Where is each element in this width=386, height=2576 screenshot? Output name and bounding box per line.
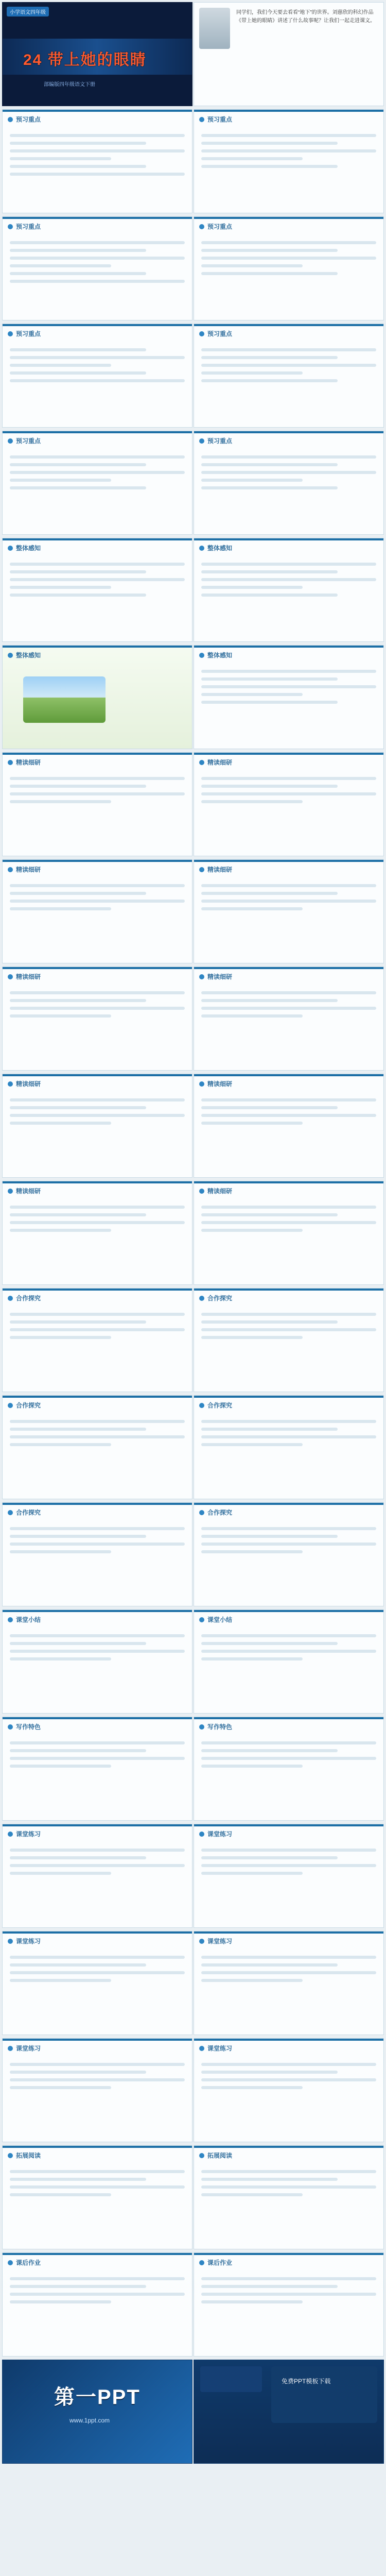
slide-12[interactable]: 整体感知	[194, 645, 384, 749]
brand-slide[interactable]	[2, 2360, 192, 2464]
slide-21[interactable]: 精读细研	[2, 1181, 192, 1285]
slide-6[interactable]: 预习重点	[194, 324, 384, 428]
cover-label: 小学语文四年级	[7, 7, 49, 16]
header-dot	[8, 117, 13, 122]
cover-subtitle: 部编版四年级语文下册	[44, 82, 95, 88]
landscape-image	[23, 676, 106, 723]
slide-27[interactable]: 合作探究	[2, 1502, 192, 1606]
slide-bar	[3, 110, 192, 112]
brand-url: www.1ppt.com	[69, 2417, 110, 2424]
slide-header	[8, 115, 41, 124]
intro-text: 同学们，我们今天要去看看“地下”的世界。刘慈欣的科幻作品《带上她的眼睛》讲述了什么故事呢？让我们一起走进课文。	[236, 10, 375, 24]
slide-19[interactable]: 精读细研	[2, 1074, 192, 1178]
slide-8[interactable]: 预习重点	[194, 431, 384, 535]
slide-11[interactable]: 整体感知	[2, 645, 192, 749]
slide-1[interactable]	[2, 109, 192, 213]
slide-5[interactable]: 预习重点	[2, 324, 192, 428]
slide-23[interactable]: 合作探究	[2, 1288, 192, 1392]
slide-3[interactable]: 预习重点	[2, 216, 192, 320]
author-photo	[199, 8, 230, 49]
slide-17[interactable]: 精读细研	[2, 967, 192, 1071]
slide-28[interactable]: 合作探究	[194, 1502, 384, 1606]
slide-26[interactable]: 合作探究	[194, 1395, 384, 1499]
slide-24[interactable]: 合作探究	[194, 1288, 384, 1392]
slide-content	[10, 129, 185, 180]
footer-right-panel	[271, 2366, 377, 2423]
slide-40[interactable]: 拓展阅读	[194, 2145, 384, 2249]
slide-38[interactable]: 课堂练习	[194, 2038, 384, 2142]
brand-title: 第一PPT	[54, 2386, 141, 2409]
slide-41[interactable]: 课后作业	[2, 2252, 192, 2357]
slide-9[interactable]: 整体感知	[2, 538, 192, 642]
slide-31[interactable]: 写作特色	[2, 1717, 192, 1821]
slide-30[interactable]: 课堂小结	[194, 1609, 384, 1714]
footer-right-title: 免费PPT模板下载	[282, 2378, 331, 2385]
slide-42[interactable]: 课后作业	[194, 2252, 384, 2357]
slide-25[interactable]: 合作探究	[2, 1395, 192, 1499]
slide-13[interactable]: 精读细研	[2, 752, 192, 856]
slide-33[interactable]: 课堂练习	[2, 1824, 192, 1928]
slide-36[interactable]: 课堂练习	[194, 1931, 384, 2035]
slide-16[interactable]: 精读细研	[194, 859, 384, 963]
slide-title: 预习重点	[16, 116, 41, 123]
slide-32[interactable]: 写作特色	[194, 1717, 384, 1821]
cover-slide[interactable]	[2, 2, 192, 106]
slide-2[interactable]: 预习重点	[194, 109, 384, 213]
slide-39[interactable]: 拓展阅读	[2, 2145, 192, 2249]
slide-18[interactable]: 精读细研	[194, 967, 384, 1071]
slide-37[interactable]: 课堂练习	[2, 2038, 192, 2142]
slide-29[interactable]: 课堂小结	[2, 1609, 192, 1714]
cover-title: 24 带上她的眼睛	[23, 52, 147, 69]
slide-22[interactable]: 精读细研	[194, 1181, 384, 1285]
slide-34[interactable]: 课堂练习	[194, 1824, 384, 1928]
slide-10[interactable]: 整体感知	[194, 538, 384, 642]
slide-4[interactable]: 预习重点	[194, 216, 384, 320]
footer-left-panel	[200, 2366, 262, 2392]
slide-35[interactable]: 课堂练习	[2, 1931, 192, 2035]
intro-slide[interactable]	[194, 2, 384, 106]
slide-7[interactable]: 预习重点	[2, 431, 192, 535]
slide-15[interactable]: 精读细研	[2, 859, 192, 963]
slide-14[interactable]: 精读细研	[194, 752, 384, 856]
slide-20[interactable]: 精读细研	[194, 1074, 384, 1178]
footer-slide[interactable]	[194, 2360, 384, 2464]
